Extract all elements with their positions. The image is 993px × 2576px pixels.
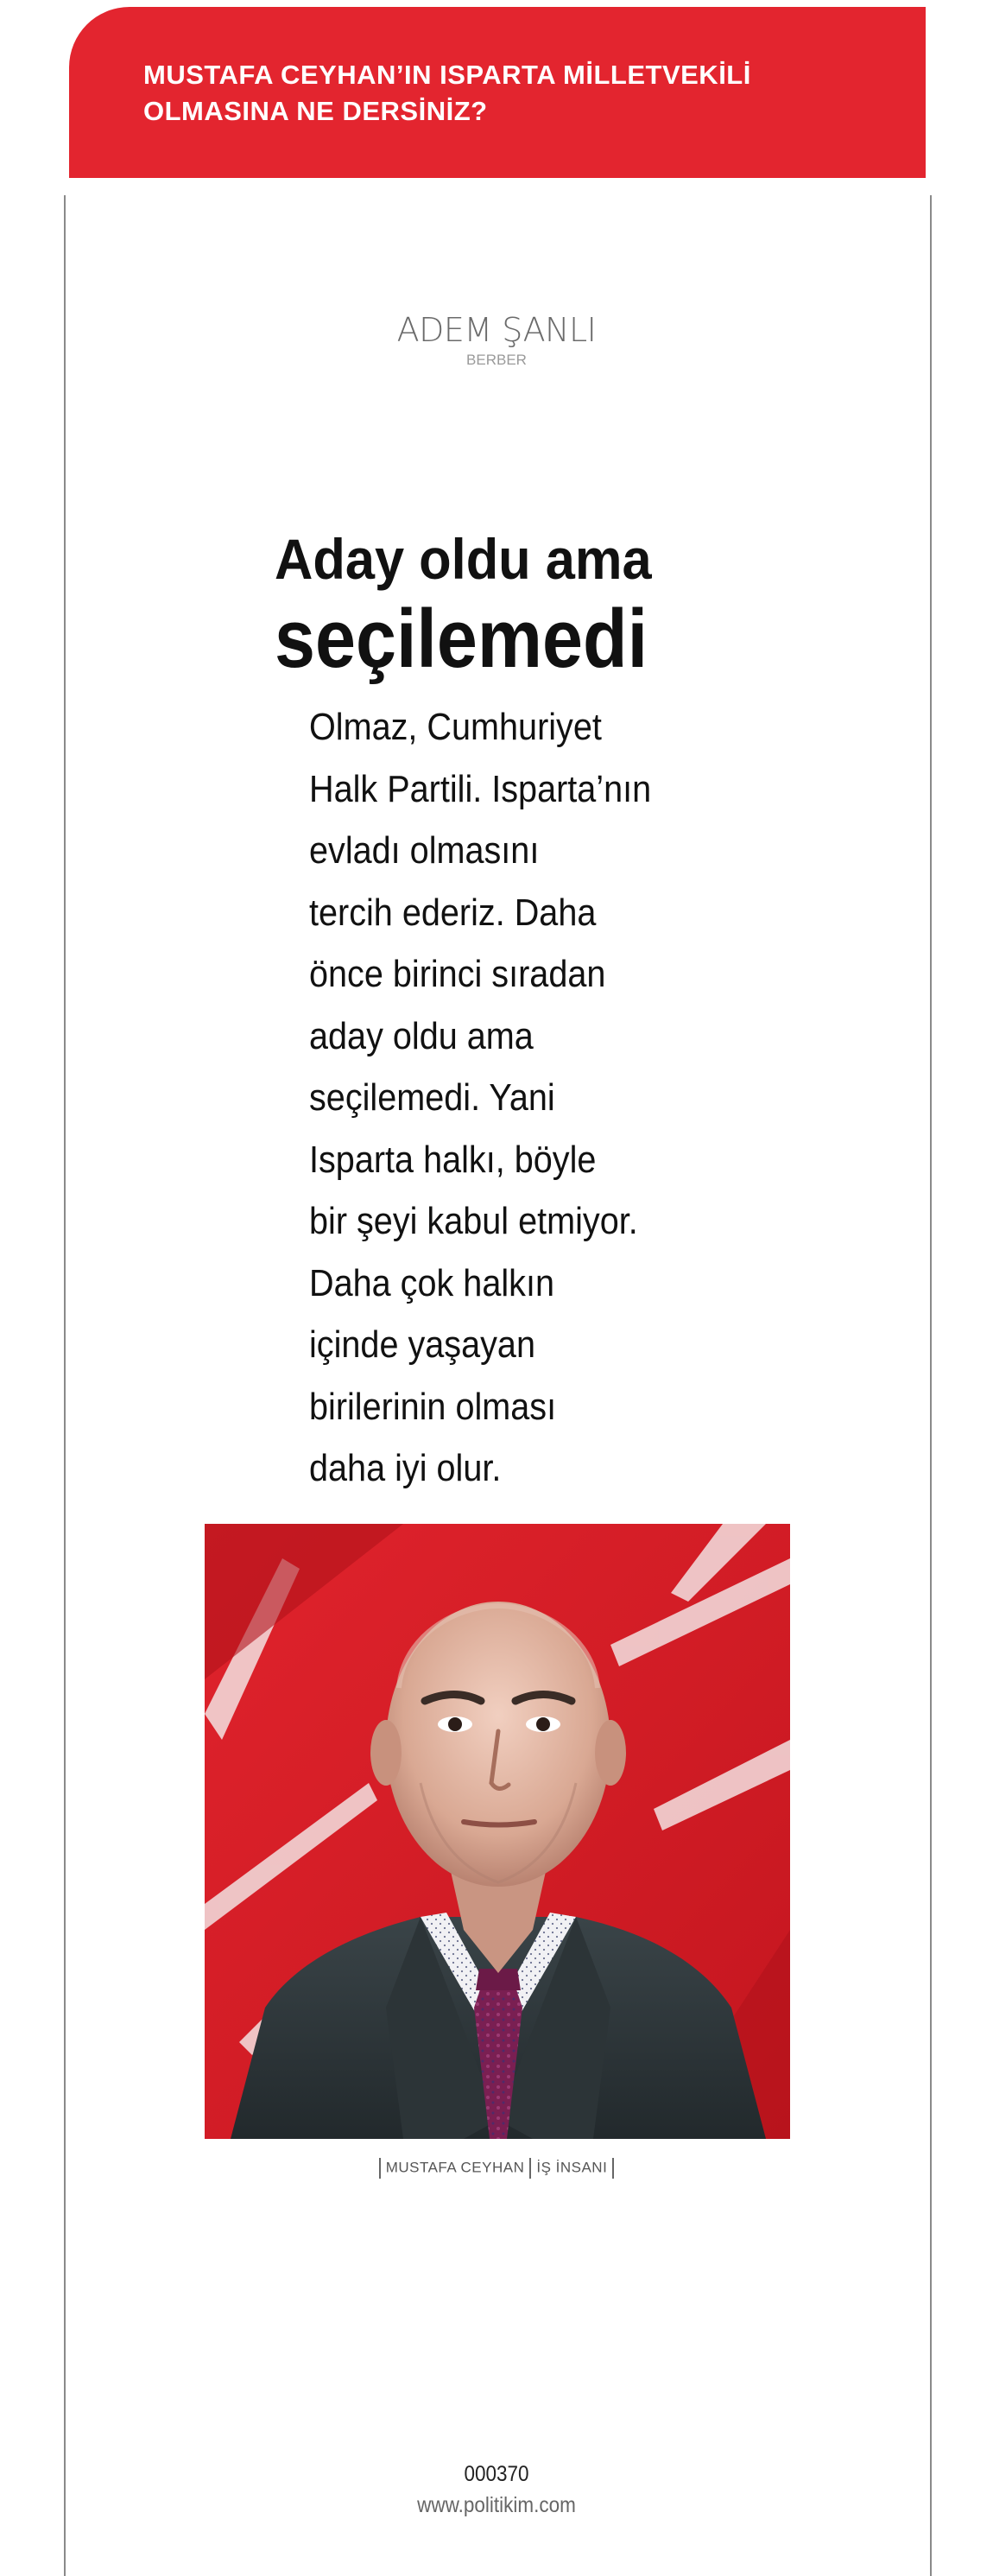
photo-caption <box>0 2154 993 2181</box>
left-frame-rule <box>64 195 66 2576</box>
body-line: Daha çok halkın <box>309 1261 554 1304</box>
caption-person-name: MUSTAFA CEYHAN <box>385 2159 525 2176</box>
body-line: birilerinin olması <box>309 1385 557 1428</box>
caption-person-title: İŞ İNSANI <box>536 2159 608 2176</box>
body-line: içinde yaşayan <box>309 1323 535 1366</box>
body-line: seçilemedi. Yani <box>309 1076 555 1119</box>
body-line: Halk Partili. Isparta’nın <box>309 767 652 810</box>
headline-line-1: Aday oldu ama <box>275 527 652 591</box>
survey-question-title: MUSTAFA CEYHAN’IN ISPARTA MİLLETVEKİLİ OLMASINA NE DERSİNİZ? <box>143 60 751 126</box>
respondent-name: ADEM ŞANLI <box>396 311 597 349</box>
portrait-illustration <box>205 1524 790 2139</box>
body-line: tercih ederiz. Daha <box>309 891 597 934</box>
body-line: Olmaz, Cumhuriyet <box>309 706 602 748</box>
respondent-block <box>0 311 993 370</box>
respondent-occupation: BERBER <box>466 352 527 368</box>
body-line: aday oldu ama <box>309 1014 534 1057</box>
right-frame-rule <box>930 195 932 2576</box>
website-link[interactable]: www.politikim.com <box>417 2493 576 2517</box>
body-line: daha iyi olur. <box>309 1447 502 1489</box>
portrait-photo <box>205 1524 790 2139</box>
caption-divider <box>612 2158 614 2179</box>
caption-divider <box>379 2158 381 2179</box>
answer-body <box>309 696 724 1500</box>
header-banner <box>69 7 926 178</box>
headline-line-2: seçilemedi <box>275 593 648 685</box>
body-line: önce birinci sıradan <box>309 953 606 995</box>
body-line: evladı olmasını <box>309 829 540 872</box>
page-footer <box>0 2459 993 2521</box>
entry-code: 000370 <box>464 2462 529 2486</box>
body-line: bir şeyi kabul etmiyor. <box>309 1200 638 1242</box>
body-line: Isparta halkı, böyle <box>309 1138 597 1181</box>
caption-divider <box>529 2158 531 2179</box>
answer-headline <box>275 522 724 685</box>
